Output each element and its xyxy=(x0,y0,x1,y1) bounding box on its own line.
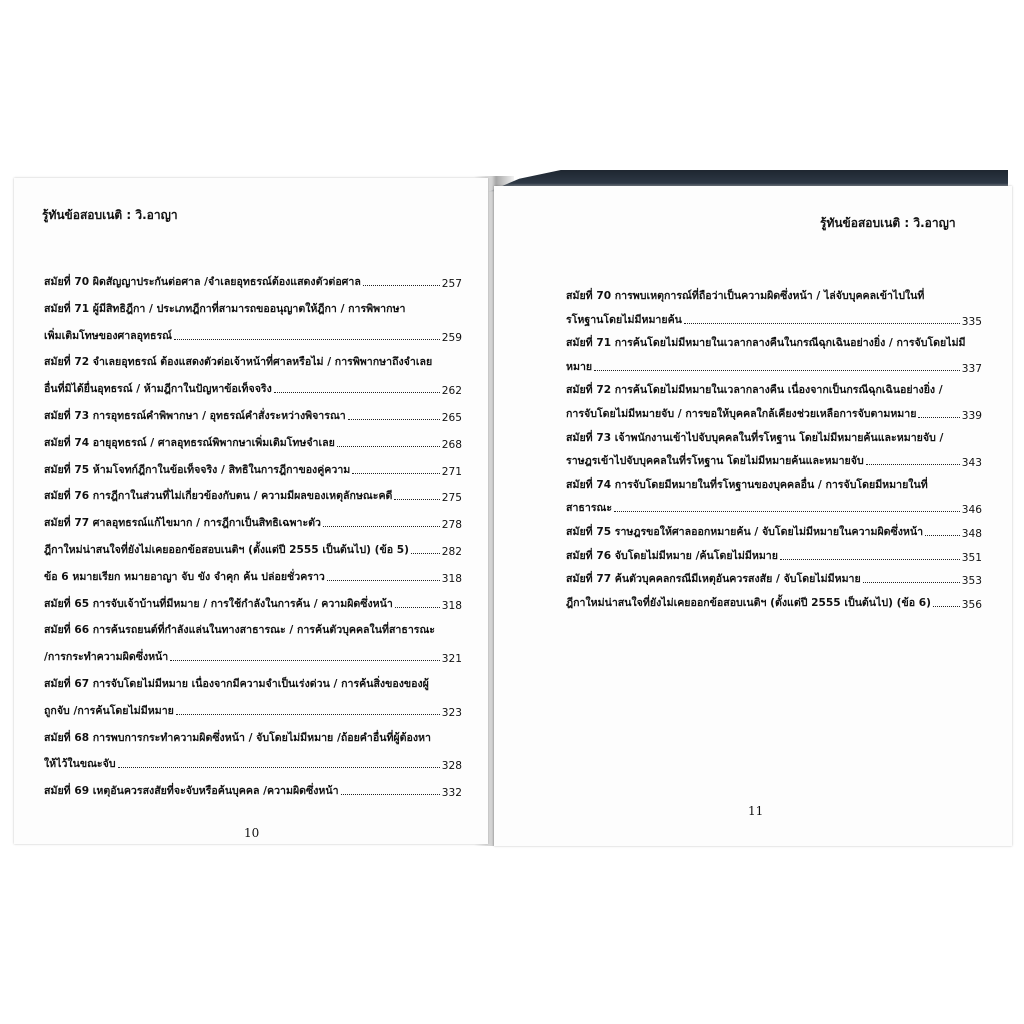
toc-entry-text: หมาย xyxy=(566,360,593,373)
toc-entry xyxy=(566,355,982,375)
running-header: รู้ทันข้อสอบเนติ : วิ.อาญา xyxy=(820,216,956,230)
dot-leader xyxy=(352,473,439,474)
toc-page-number: 275 xyxy=(441,492,462,505)
toc-entry xyxy=(44,297,462,317)
toc-entry xyxy=(44,565,462,585)
toc-entry-text: การจับโดยไม่มีหมายจับ / การขอให้บุคคลใกล้เคียงช่วยเหลือการจับตามหมาย xyxy=(566,408,917,420)
toc-entry xyxy=(44,752,462,772)
toc-entry-text: สมัยที่ 66 การค้นรถยนต์ที่กำลังแล่นในทางสาธารณะ / การค้นตัวบุคคลในที่สาธารณะ xyxy=(44,624,435,637)
toc-page-number: 346 xyxy=(961,504,982,517)
toc-page-number: 271 xyxy=(441,465,462,478)
running-header: รู้ทันข้อสอบเนติ : วิ.อาญา xyxy=(42,208,178,222)
toc-entry xyxy=(44,404,462,424)
toc-entry xyxy=(44,538,462,558)
dot-leader xyxy=(341,794,440,795)
toc-entry-text: ข้อ 6 หมายเรียก หมายอาญา จับ ขัง จำคุก ค้น ปล่อยชั่วคราว xyxy=(44,570,325,583)
toc-entry xyxy=(566,567,982,587)
toc-entry xyxy=(566,496,982,516)
toc-entry xyxy=(566,520,982,540)
toc-entry xyxy=(44,672,462,692)
toc-page-number: 348 xyxy=(961,528,982,540)
toc-entry xyxy=(566,308,982,328)
toc-page-number: 278 xyxy=(441,519,462,532)
dot-leader xyxy=(176,714,440,715)
toc-entry-text: สมัยที่ 67 การจับโดยไม่มีหมาย เนื่องจากมีความจำเป็นเร่งด่วน / การค้นสิ่งของของผู้ xyxy=(44,678,429,690)
toc-entry-text: สมัยที่ 71 การค้นโดยไม่มีหมายในเวลากลางคืนในกรณีฉุกเฉินอย่างยิ่ง / การจับโดยไม่มี xyxy=(566,337,966,350)
toc-entry xyxy=(566,449,982,469)
dot-leader xyxy=(363,285,440,286)
toc-page-number: 328 xyxy=(441,760,462,773)
toc-page-number: 332 xyxy=(441,787,462,800)
toc-entry-text: สมัยที่ 74 การจับโดยมีหมายในที่รโหฐานของบุคคลอื่น / การจับโดยมีหมายในที่ xyxy=(566,478,928,491)
toc-page-number: 323 xyxy=(441,706,462,719)
toc-entry-text: สมัยที่ 73 เจ้าพนักงานเข้าไปจับบุคคลในที่รโหฐาน โดยไม่มีหมายค้นและหมายจับ / xyxy=(566,431,944,444)
toc-page-number: 343 xyxy=(961,457,982,470)
toc-entry xyxy=(44,511,462,531)
toc-entry-text: ฎีกาใหม่น่าสนใจที่ยังไม่เคยออกข้อสอบเนติฯ (ตั้งแต่ปี 2555 เป็นต้นไป) (ข้อ 5) xyxy=(44,544,409,556)
toc-page-number: 318 xyxy=(441,572,462,585)
toc-entry xyxy=(44,484,462,504)
toc-page-number: 356 xyxy=(961,598,982,611)
toc-entry xyxy=(44,458,462,478)
toc-entry xyxy=(44,726,462,746)
toc-entry xyxy=(566,284,982,304)
toc-entry xyxy=(44,645,462,665)
toc-entry-text: สมัยที่ 77 ศาลอุทธรณ์แก้ไขมาก / การฎีกาเป็นสิทธิเฉพาะตัว xyxy=(44,517,321,530)
toc-entry-text: รโหฐานโดยไม่มีหมายค้น xyxy=(566,313,682,326)
page-number: 10 xyxy=(244,826,260,840)
toc-page-number: 351 xyxy=(961,551,982,564)
toc-page-number: 321 xyxy=(441,653,462,666)
toc-entry xyxy=(44,324,462,344)
toc-page-number: 257 xyxy=(441,278,462,290)
toc-page-number: 337 xyxy=(961,362,982,375)
toc-entry-text: อื่นที่มิได้ยื่นอุทธรณ์ / ห้ามฎีกาในปัญหาข้อเท็จจริง xyxy=(44,383,272,396)
dot-leader xyxy=(594,370,960,371)
dot-leader xyxy=(614,511,960,512)
toc-entry xyxy=(566,544,982,564)
toc-entry-text: สมัยที่ 72 จำเลยอุทธรณ์ ต้องแสดงตัวต่อเจ้าหน้าที่ศาลหรือไม่ / การพิพากษาถึงจำเลย xyxy=(44,356,433,369)
toc-entry xyxy=(566,378,982,398)
toc-entry-text: สมัยที่ 70 การพบเหตุการณ์ที่ถือว่าเป็นความผิดซึ่งหน้า / ไล่จับบุคคลเข้าไปในที่ xyxy=(566,290,925,302)
dot-leader xyxy=(866,464,960,465)
dot-leader xyxy=(323,526,440,527)
dot-leader xyxy=(780,559,960,560)
toc-entry xyxy=(44,592,462,612)
dot-leader xyxy=(933,606,960,607)
toc-entry xyxy=(44,618,462,638)
dot-leader xyxy=(170,660,440,661)
toc-page-number: 282 xyxy=(441,546,462,558)
toc-page-number: 259 xyxy=(441,331,462,344)
toc-page-number: 339 xyxy=(961,410,982,422)
toc-page-number: 268 xyxy=(441,438,462,451)
toc-entry xyxy=(566,402,982,422)
dot-leader xyxy=(684,323,960,324)
toc-entry-text: ถูกจับ /การค้นโดยไม่มีหมาย xyxy=(44,704,174,717)
toc-entry-text: สมัยที่ 69 เหตุอันควรสงสัยที่จะจับหรือค้นบุคคล /ความผิดซึ่งหน้า xyxy=(44,785,339,798)
toc-page-number: 335 xyxy=(961,315,982,328)
dot-leader xyxy=(863,582,960,583)
toc-entry-text: สมัยที่ 75 ห้ามโจทก์ฎีกาในข้อเท็จจริง / สิทธิในการฎีกาของคู่ความ xyxy=(44,463,351,476)
dot-leader xyxy=(918,417,959,418)
dot-leader xyxy=(411,553,440,554)
toc-entry-text: สมัยที่ 68 การพบการกระทำความผิดซึ่งหน้า / จับโดยไม่มีหมาย /ถ้อยคำอื่นที่ผู้ต้องหา xyxy=(44,731,431,744)
toc-entry xyxy=(44,699,462,719)
toc-entry-text: ราษฎรเข้าไปจับบุคคลในที่รโหฐาน โดยไม่มีหมายค้นและหมายจับ xyxy=(566,455,864,468)
toc-entry xyxy=(44,377,462,397)
toc-entry xyxy=(566,591,982,611)
right-page xyxy=(494,186,1012,846)
toc-entry-text: สาธารณะ xyxy=(566,502,613,515)
toc-entry-text: /การกระทำความผิดซึ่งหน้า xyxy=(44,651,169,664)
toc-entry-text: เพิ่มเติมโทษของศาลอุทธรณ์ xyxy=(44,329,172,342)
dot-leader xyxy=(395,607,440,608)
toc-entry-text: สมัยที่ 77 ค้นตัวบุคคลกรณีมีเหตุอันควรสงสัย / จับโดยไม่มีหมาย xyxy=(566,573,861,586)
toc-entry xyxy=(44,779,462,799)
toc-entry-text: สมัยที่ 76 การฎีกาในส่วนที่ไม่เกี่ยวข้องกับตน / ความมีผลของเหตุลักษณะคดี xyxy=(44,490,393,503)
page-number: 11 xyxy=(748,804,764,818)
dot-leader xyxy=(327,580,440,581)
dot-leader xyxy=(337,446,440,447)
toc-entry-text: สมัยที่ 75 ราษฎรขอให้ศาลออกหมายค้น / จับโดยไม่มีหมายในความผิดซึ่งหน้า xyxy=(566,526,924,538)
toc-entry xyxy=(566,331,982,351)
toc-entry-text: สมัยที่ 73 การอุทธรณ์คำพิพากษา / อุทธรณ์คำสั่งระหว่างพิจารณา xyxy=(44,410,346,422)
toc-page-number: 353 xyxy=(961,575,982,588)
toc-entry-text: สมัยที่ 65 การจับเจ้าบ้านที่มีหมาย / การใช้กำลังในการค้น / ความผิดซึ่งหน้า xyxy=(44,597,393,610)
toc-entry xyxy=(566,426,982,446)
toc-entry-text: สมัยที่ 74 อายุอุทธรณ์ / ศาลอุทธรณ์พิพากษาเพิ่มเติมโทษจำเลย xyxy=(44,436,335,449)
dot-leader xyxy=(274,392,440,393)
toc-entry xyxy=(44,270,462,290)
toc-entry xyxy=(566,473,982,493)
toc-entry-text: สมัยที่ 71 ผู้มีสิทธิฎีกา / ประเภทฎีกาที่สามารถขออนุญาตให้ฎีกา / การพิพากษา xyxy=(44,302,406,315)
left-page xyxy=(14,178,488,844)
toc-page-number: 265 xyxy=(441,412,462,424)
toc-entry-text: สมัยที่ 72 การค้นโดยไม่มีหมายในเวลากลางคืน เนื่องจากเป็นกรณีฉุกเฉินอย่างยิ่ง / xyxy=(566,384,943,397)
toc-page-number: 262 xyxy=(441,385,462,398)
dot-leader xyxy=(118,767,440,768)
dot-leader xyxy=(348,419,440,420)
toc-entry-text: สมัยที่ 70 ผิดสัญญาประกันต่อศาล /จำเลยอุทธรณ์ต้องแสดงตัวต่อศาล xyxy=(44,276,361,288)
toc-entry-text: สมัยที่ 76 จับโดยไม่มีหมาย /ค้นโดยไม่มีหมาย xyxy=(566,549,778,562)
toc-entry xyxy=(44,350,462,370)
toc-entry-text: ให้ไว้ในขณะจับ xyxy=(44,758,116,771)
dot-leader xyxy=(925,535,960,536)
toc-entry-text: ฎีกาใหม่น่าสนใจที่ยังไม่เคยออกข้อสอบเนติฯ (ตั้งแต่ปี 2555 เป็นต้นไป) (ข้อ 6) xyxy=(566,596,931,609)
toc-page-number: 318 xyxy=(441,599,462,612)
toc-entry xyxy=(44,431,462,451)
dot-leader xyxy=(174,339,440,340)
dot-leader xyxy=(394,499,439,500)
